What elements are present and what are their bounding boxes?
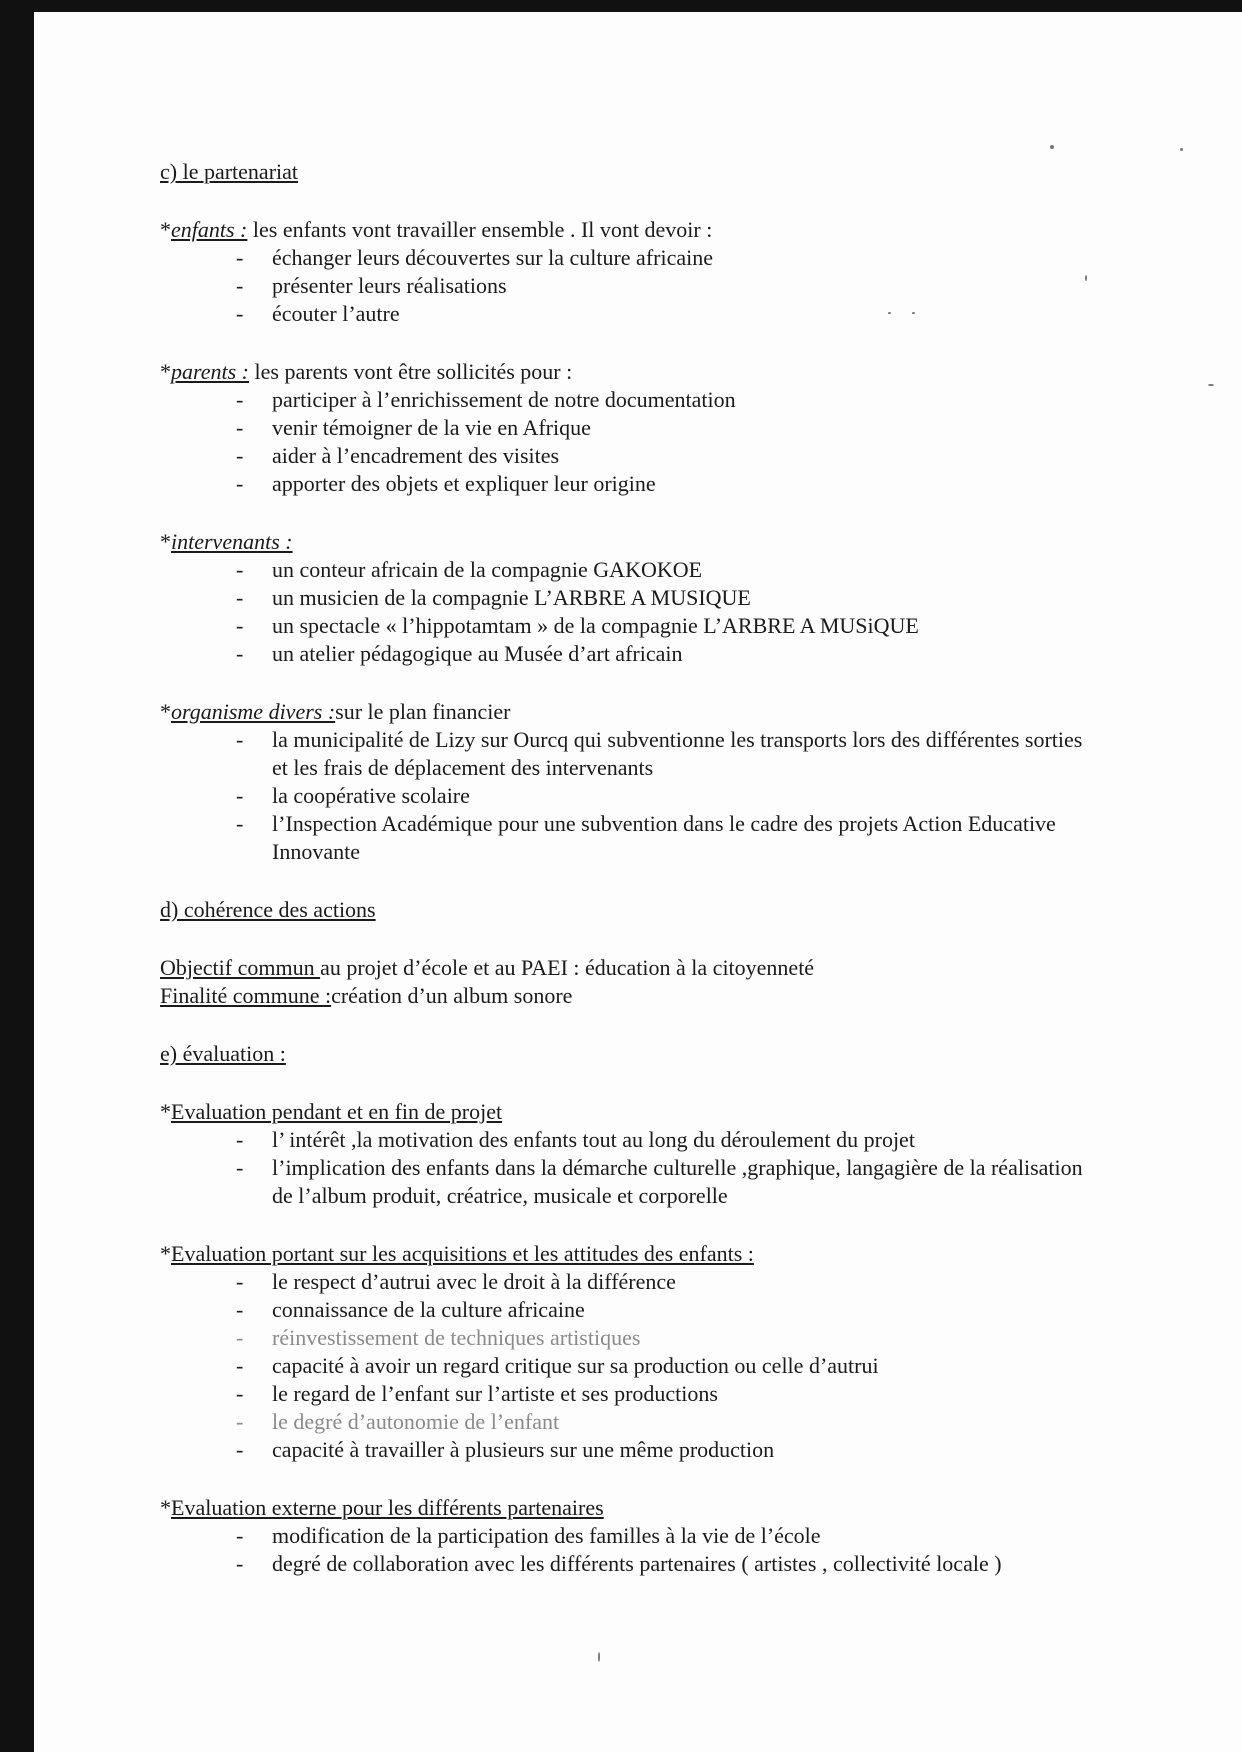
enfants-intro: *enfants : les enfants vont travailler ensemble . Il vont devoir : bbox=[160, 217, 713, 242]
scan-speck bbox=[1180, 148, 1183, 151]
intervenants-list bbox=[160, 556, 1160, 668]
list-item: - un spectacle « l’hippotamtam » de la compagnie L’ARBRE A MUSiQUE bbox=[236, 612, 1160, 640]
eval-externe-label: Evaluation externe pour les différents partenaires bbox=[171, 1495, 604, 1520]
section-heading-coherence: d) cohérence des actions bbox=[160, 897, 376, 922]
scan-speck bbox=[1208, 384, 1214, 386]
list-item: - présenter leurs réalisations bbox=[236, 272, 1160, 300]
list-item: - venir témoigner de la vie en Afrique bbox=[236, 414, 1160, 442]
list-item: - l’Inspection Académique pour une subvention dans le cadre des projets Action Educative Innovante bbox=[236, 810, 1096, 866]
enfants-list bbox=[160, 244, 1160, 328]
eval-pendant-label: Evaluation pendant et en fin de projet bbox=[171, 1099, 503, 1124]
list-item: - la coopérative scolaire bbox=[236, 782, 1096, 810]
eval-externe-list bbox=[160, 1522, 1160, 1578]
organisme-intro-text: sur le plan financier bbox=[335, 699, 511, 724]
list-item-faded: - réinvestissement de techniques artistiques bbox=[236, 1324, 1160, 1352]
list-item-faded: - le degré d’autonomie de l’enfant bbox=[236, 1408, 1160, 1436]
parents-intro: *parents : les parents vont être sollicités pour : bbox=[160, 359, 573, 384]
list-item: - connaissance de la culture africaine bbox=[236, 1296, 1160, 1324]
parents-intro-text: les parents vont être sollicités pour : bbox=[249, 359, 573, 384]
eval-pendant-intro: *Evaluation pendant et en fin de projet bbox=[160, 1099, 503, 1124]
scan-border-top bbox=[0, 0, 1242, 12]
scan-speck bbox=[598, 1652, 600, 1662]
list-item: - participer à l’enrichissement de notre documentation bbox=[236, 386, 1160, 414]
list-item: - capacité à travailler à plusieurs sur une même production bbox=[236, 1436, 1160, 1464]
list-item: - modification de la participation des familles à la vie de l’école bbox=[236, 1522, 1160, 1550]
parents-list bbox=[160, 386, 1160, 498]
eval-acquisitions-list bbox=[160, 1268, 1160, 1464]
list-item: - apporter des objets et expliquer leur origine bbox=[236, 470, 1160, 498]
scan-speck bbox=[1050, 145, 1054, 149]
list-item: - un conteur africain de la compagnie GAKOKOE bbox=[236, 556, 1160, 584]
list-item: - le regard de l’enfant sur l’artiste et ses productions bbox=[236, 1380, 1160, 1408]
list-item: - la municipalité de Lizy sur Ourcq qui subventionne les transports lors des différentes sorties et les frais de déplacement des intervenants bbox=[236, 726, 1096, 782]
eval-externe-intro: *Evaluation externe pour les différents partenaires bbox=[160, 1495, 604, 1520]
intervenants-label: intervenants : bbox=[171, 529, 293, 554]
objectif-label: Objectif commun bbox=[160, 955, 321, 980]
section-heading-evaluation: e) évaluation : bbox=[160, 1041, 286, 1066]
enfants-intro-text: les enfants vont travailler ensemble . Il vont devoir : bbox=[247, 217, 713, 242]
organisme-intro: *organisme divers :sur le plan financier bbox=[160, 699, 511, 724]
document-body bbox=[160, 158, 1160, 1578]
organisme-list bbox=[160, 726, 1096, 866]
intervenants-intro: *intervenants : bbox=[160, 529, 293, 554]
enfants-label: enfants : bbox=[171, 217, 248, 242]
list-item: - un atelier pédagogique au Musée d’art africain bbox=[236, 640, 1160, 668]
eval-acquisitions-intro: *Evaluation portant sur les acquisitions et les attitudes des enfants : bbox=[160, 1241, 754, 1266]
scan-border-left bbox=[0, 0, 34, 1752]
eval-pendant-list bbox=[160, 1126, 1096, 1210]
eval-acquisitions-label: Evaluation portant sur les acquisitions et les attitudes des enfants : bbox=[171, 1241, 754, 1266]
list-item: - échanger leurs découvertes sur la culture africaine bbox=[236, 244, 1160, 272]
list-item: - un musicien de la compagnie L’ARBRE A MUSIQUE bbox=[236, 584, 1160, 612]
finalite-text: création d’un album sonore bbox=[331, 983, 573, 1008]
objectif-text: au projet d’école et au PAEI : éducation à la citoyenneté bbox=[320, 955, 815, 980]
objectif-line bbox=[160, 954, 1160, 982]
finalite-line bbox=[160, 982, 1160, 1010]
list-item: - l’ intérêt ,la motivation des enfants tout au long du déroulement du projet bbox=[236, 1126, 1096, 1154]
list-item: - le respect d’autrui avec le droit à la différence bbox=[236, 1268, 1160, 1296]
organisme-label: organisme divers : bbox=[171, 699, 336, 724]
list-item: - écouter l’autre bbox=[236, 300, 1160, 328]
list-item: - degré de collaboration avec les différents partenaires ( artistes , collectivité locale ) bbox=[236, 1550, 1160, 1578]
list-item: - l’implication des enfants dans la démarche culturelle ,graphique, langagière de la réalisation de l’album produit, créatrice, musicale et corporelle bbox=[236, 1154, 1096, 1210]
list-item: - capacité à avoir un regard critique sur sa production ou celle d’autrui bbox=[236, 1352, 1160, 1380]
section-heading-partenariat: c) le partenariat bbox=[160, 159, 299, 184]
finalite-label: Finalité commune : bbox=[160, 983, 332, 1008]
list-item: - aider à l’encadrement des visites bbox=[236, 442, 1160, 470]
parents-label: parents : bbox=[171, 359, 250, 384]
